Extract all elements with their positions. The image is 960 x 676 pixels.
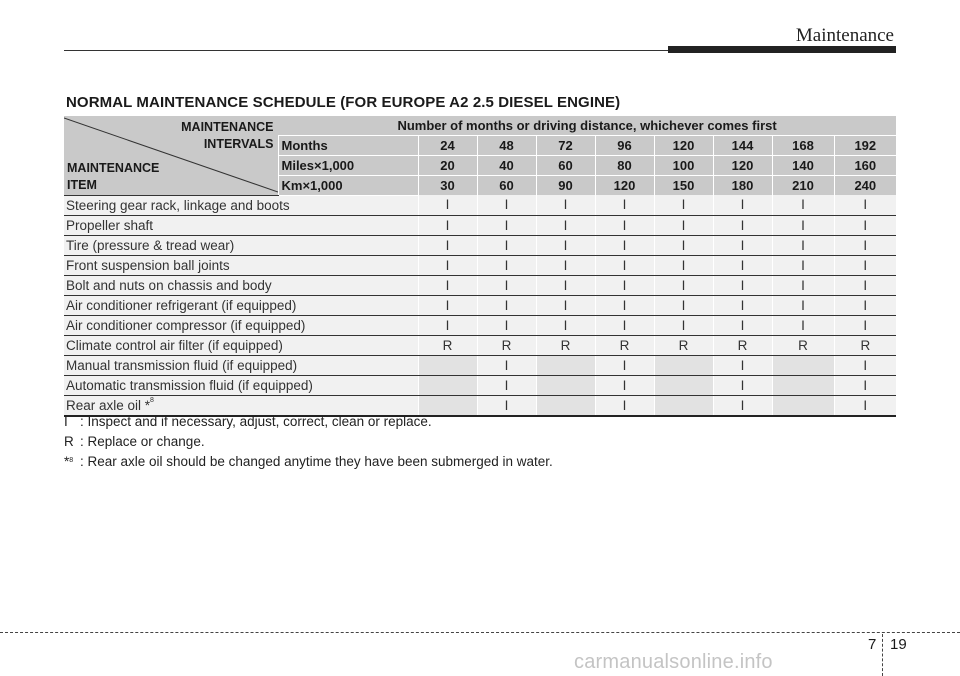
schedule-cell: I (654, 295, 713, 315)
schedule-cell: I (713, 195, 772, 215)
schedule-cell: I (654, 195, 713, 215)
schedule-cell: I (536, 195, 595, 215)
item-name-text: Air conditioner compressor (if equipped) (66, 317, 306, 333)
schedule-cell (654, 355, 713, 375)
schedule-cell (536, 375, 595, 395)
schedule-cell: I (654, 275, 713, 295)
legend-key-text: I (64, 414, 68, 429)
schedule-cell: I (834, 395, 896, 416)
interval-value: 180 (713, 176, 772, 196)
item-name-text: Climate control air filter (if equipped) (66, 337, 283, 353)
schedule-cell: I (418, 235, 477, 255)
schedule-cell: I (595, 275, 654, 295)
table-row (64, 255, 896, 275)
maintenance-schedule-table (64, 116, 896, 417)
schedule-cell: I (418, 295, 477, 315)
legend-key-text: * (64, 454, 70, 469)
table-row (64, 235, 896, 255)
schedule-cell: I (772, 215, 834, 235)
interval-value: 144 (713, 136, 772, 156)
table-row (64, 375, 896, 395)
schedule-cell: I (713, 255, 772, 275)
legend-row (64, 412, 553, 432)
schedule-cell: I (713, 295, 772, 315)
schedule-cell: I (418, 315, 477, 335)
item-name (64, 215, 418, 235)
schedule-cell: I (834, 215, 896, 235)
schedule-cell (418, 375, 477, 395)
item-name (64, 315, 418, 335)
interval-value: 20 (418, 156, 477, 176)
schedule-cell: I (536, 235, 595, 255)
corner-intervals-label: MAINTENANCE INTERVALS (181, 120, 274, 151)
table-row (64, 295, 896, 315)
interval-value: 60 (536, 156, 595, 176)
schedule-cell: I (834, 255, 896, 275)
schedule-cell: R (834, 335, 896, 355)
schedule-cell (536, 355, 595, 375)
item-name-text: Manual transmission fluid (if equipped) (66, 357, 298, 373)
interval-value: 80 (595, 156, 654, 176)
legend-row (64, 432, 553, 452)
interval-span-header: Number of months or driving distance, whichever comes first (278, 116, 896, 136)
interval-value: 160 (834, 156, 896, 176)
schedule-cell: I (477, 255, 536, 275)
interval-value: 168 (772, 136, 834, 156)
schedule-cell (772, 395, 834, 416)
legend-text: : Inspect and if necessary, adjust, correct, clean or replace. (80, 414, 432, 429)
schedule-cell: I (477, 295, 536, 315)
header-bar (668, 46, 896, 53)
interval-value: 48 (477, 136, 536, 156)
schedule-cell: I (477, 215, 536, 235)
schedule-cell: I (834, 235, 896, 255)
schedule-cell: I (834, 375, 896, 395)
schedule-cell: I (418, 255, 477, 275)
schedule-cell: I (595, 215, 654, 235)
table-row (64, 315, 896, 335)
schedule-cell: I (477, 375, 536, 395)
schedule-cell: I (595, 355, 654, 375)
legend-key-text: R (64, 434, 74, 449)
schedule-cell (654, 375, 713, 395)
item-name-text: Rear axle oil * (66, 397, 151, 413)
item-name-text: Bolt and nuts on chassis and body (66, 277, 272, 293)
interval-value: 30 (418, 176, 477, 196)
interval-value: 192 (834, 136, 896, 156)
schedule-cell: I (477, 275, 536, 295)
item-name (64, 255, 418, 275)
interval-value: 120 (595, 176, 654, 196)
page-divider (882, 634, 883, 676)
interval-value: 210 (772, 176, 834, 196)
schedule-cell: I (713, 235, 772, 255)
schedule-cell: I (654, 315, 713, 335)
schedule-cell: I (536, 275, 595, 295)
schedule-cell: R (654, 335, 713, 355)
schedule-cell: I (713, 315, 772, 335)
chapter-title: Maintenance (795, 25, 894, 46)
interval-value: 140 (772, 156, 834, 176)
schedule-cell: I (418, 275, 477, 295)
schedule-cell (418, 355, 477, 375)
schedule-cell (772, 375, 834, 395)
legend-text: : Replace or change. (80, 434, 205, 449)
item-name (64, 235, 418, 255)
legend-key (64, 452, 80, 472)
schedule-cell: I (595, 195, 654, 215)
schedule-cell: I (834, 275, 896, 295)
interval-value: 150 (654, 176, 713, 196)
table-row (64, 195, 896, 215)
interval-value: 24 (418, 136, 477, 156)
table-row (64, 335, 896, 355)
item-name (64, 355, 418, 375)
schedule-cell: I (713, 275, 772, 295)
item-name (64, 375, 418, 395)
schedule-cell: I (595, 375, 654, 395)
schedule-cell: R (477, 335, 536, 355)
schedule-cell: I (595, 395, 654, 416)
item-name-text: Automatic transmission fluid (if equipped) (66, 377, 313, 393)
schedule-cell: I (654, 235, 713, 255)
watermark: carmanualsonline.info (574, 651, 773, 673)
interval-value: 40 (477, 156, 536, 176)
table-corner-header (64, 116, 278, 195)
schedule-cell: I (595, 235, 654, 255)
schedule-cell: I (772, 315, 834, 335)
legend-row (64, 452, 553, 472)
schedule-cell: I (772, 235, 834, 255)
legend (64, 412, 553, 472)
schedule-cell: I (477, 195, 536, 215)
footer-rule (0, 632, 960, 633)
schedule-cell: I (772, 195, 834, 215)
interval-label: Months (278, 136, 418, 156)
legend-text: : Rear axle oil should be changed anytime they have been submerged in water. (80, 454, 553, 469)
schedule-cell: I (418, 215, 477, 235)
schedule-cell: I (654, 255, 713, 275)
schedule-cell: I (595, 315, 654, 335)
item-name (64, 275, 418, 295)
table-row (64, 355, 896, 375)
interval-value: 240 (834, 176, 896, 196)
schedule-cell: I (713, 355, 772, 375)
schedule-cell: R (418, 335, 477, 355)
table-row (64, 275, 896, 295)
schedule-cell: R (595, 335, 654, 355)
schedule-cell: I (477, 235, 536, 255)
schedule-cell: I (713, 215, 772, 235)
item-name-text: Tire (pressure & tread wear) (66, 237, 235, 253)
interval-value: 60 (477, 176, 536, 196)
item-name-text: Propeller shaft (66, 217, 154, 233)
schedule-cell: I (477, 395, 536, 416)
schedule-cell: I (536, 295, 595, 315)
schedule-cell: I (772, 255, 834, 275)
schedule-cell: R (536, 335, 595, 355)
schedule-cell: I (477, 315, 536, 335)
page-number: 19 (890, 636, 907, 653)
item-name-text: Air conditioner refrigerant (if equipped) (66, 297, 297, 313)
schedule-cell: I (713, 395, 772, 416)
schedule-cell: I (834, 355, 896, 375)
schedule-cell: I (595, 295, 654, 315)
schedule-cell (654, 395, 713, 416)
interval-label: Miles×1,000 (278, 156, 418, 176)
schedule-cell: I (834, 315, 896, 335)
item-name-text: Front suspension ball joints (66, 257, 230, 273)
legend-key (64, 432, 80, 452)
schedule-cell: I (834, 195, 896, 215)
item-name (64, 335, 418, 355)
interval-value: 100 (654, 156, 713, 176)
interval-value: 72 (536, 136, 595, 156)
header-rule (64, 50, 668, 51)
interval-label: Km×1,000 (278, 176, 418, 196)
schedule-cell: I (772, 295, 834, 315)
schedule-cell: I (834, 295, 896, 315)
item-name-text: Steering gear rack, linkage and boots (66, 197, 290, 213)
interval-value: 96 (595, 136, 654, 156)
schedule-cell (772, 355, 834, 375)
schedule-cell: I (536, 315, 595, 335)
interval-value: 120 (654, 136, 713, 156)
schedule-cell: I (654, 215, 713, 235)
legend-key (64, 412, 80, 432)
footnote-marker: 8 (69, 457, 74, 464)
schedule-cell: R (772, 335, 834, 355)
interval-value: 90 (536, 176, 595, 196)
schedule-cell: I (536, 255, 595, 275)
schedule-cell: I (595, 255, 654, 275)
schedule-cell: I (536, 215, 595, 235)
footnote-marker: 8 (150, 396, 154, 404)
item-name (64, 195, 418, 215)
schedule-cell: I (477, 355, 536, 375)
table-row (64, 215, 896, 235)
item-name (64, 295, 418, 315)
schedule-title: NORMAL MAINTENANCE SCHEDULE (FOR EUROPE A2 2.5 DIESEL ENGINE) (66, 94, 621, 111)
schedule-cell: I (713, 375, 772, 395)
corner-item-label: MAINTENANCE ITEM (67, 160, 160, 192)
schedule-cell: I (772, 275, 834, 295)
chapter-number: 7 (868, 636, 877, 653)
schedule-cell: R (713, 335, 772, 355)
interval-value: 120 (713, 156, 772, 176)
schedule-cell: I (418, 195, 477, 215)
